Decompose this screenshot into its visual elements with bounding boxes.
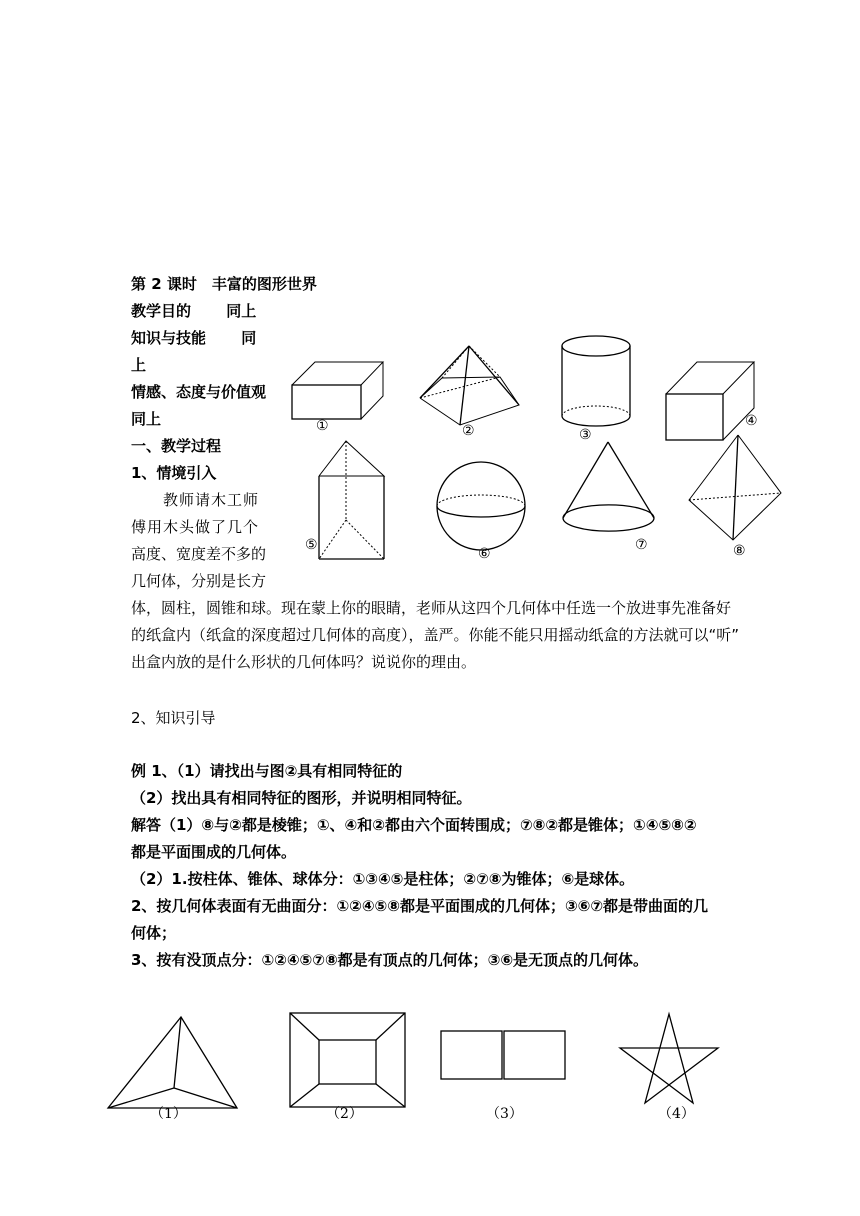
plane-figure-2 (290, 1013, 405, 1107)
example-question-1: 例 1、（1）请找出与图②具有相同特征的 (131, 762, 403, 780)
intro-line-2: 傅用木头做了几个 (131, 518, 260, 536)
example-question-2: （2）找出具有相同特征的图形，并说明相同特征。 (131, 789, 472, 807)
plane-label-3: （3） (486, 1106, 523, 1122)
sphere-shape-6 (437, 462, 525, 550)
cube-shape-4 (666, 362, 754, 440)
answer-line-2: 都是平面围成的几何体。 (131, 843, 297, 861)
cone-shape-7 (563, 442, 654, 531)
plane-figure-1 (108, 1017, 237, 1108)
emotion-line-2: 同上 (131, 410, 162, 428)
intro-line-7: 出盒内放的是什么形状的几何体吗？说说你的理由。 (131, 653, 477, 671)
prism-shape-5 (319, 441, 384, 559)
answer-line-4: 2、按几何体表面有无曲面分：①②④⑤⑧都是平面围成的几何体；③⑥⑦都是带曲面的几 (131, 897, 709, 915)
section-2-title: 2、知识引导 (131, 709, 216, 727)
solid-label-2: ② (462, 423, 475, 439)
plane-label-4: （4） (658, 1106, 695, 1122)
answer-line-6: 3、按有没顶点分：①②④⑤⑦⑧都是有顶点的几何体；③⑥是无顶点的几何体。 (131, 951, 649, 969)
intro-heading: 1、情境引入 (131, 464, 217, 482)
knowledge-line-2: 上 (131, 356, 147, 374)
intro-line-6: 的纸盒内（纸盒的深度超过几何体的高度），盖严。你能不能只用摇动纸盒的方法就可以“听” (131, 626, 740, 644)
cuboid-shape-1 (292, 362, 383, 419)
lesson-title: 第 2 课时 丰富的图形世界 (131, 275, 317, 293)
process-heading: 一、教学过程 (131, 437, 222, 455)
solid-label-5: ⑤ (305, 537, 318, 553)
solid-label-3: ③ (579, 427, 592, 443)
plane-label-2: （2） (326, 1106, 363, 1122)
answer-line-5: 何体； (131, 924, 177, 942)
plane-figure-4 (620, 1014, 718, 1103)
knowledge-line-1: 知识与技能 同 (131, 329, 257, 347)
solid-label-8: ⑧ (733, 543, 746, 559)
solid-label-7: ⑦ (635, 537, 648, 553)
emotion-line-1: 情感、态度与价值观 (131, 383, 267, 401)
solid-label-1: ① (316, 418, 329, 434)
solid-label-6: ⑥ (478, 546, 491, 562)
answer-line-1: 解答（1）⑧与②都是棱锥；①、④和②都由六个面转围成；⑦⑧②都是锥体；①④⑤⑧② (131, 816, 697, 834)
intro-line-1: 教师请木工师 (131, 491, 260, 509)
intro-line-5: 体，圆柱，圆锥和球。现在蒙上你的眼睛，老师从这四个几何体中任选一个放进事先准备好 (131, 599, 732, 617)
cylinder-shape-3 (562, 336, 630, 426)
answer-line-3: （2）1.按柱体、锥体、球体分：①③④⑤是柱体；②⑦⑧为锥体；⑥是球体。 (131, 870, 635, 888)
intro-line-4: 几何体，分别是长方 (131, 572, 267, 590)
pyramid-shape-2 (420, 346, 519, 425)
plane-label-1: （1） (150, 1106, 187, 1122)
plane-figure-3 (441, 1031, 565, 1079)
solid-label-4: ④ (745, 413, 758, 429)
intro-line-3: 高度、宽度差不多的 (131, 545, 267, 563)
objective-line: 教学目的 同上 (131, 302, 257, 320)
bipyramid-shape-8 (689, 435, 781, 540)
